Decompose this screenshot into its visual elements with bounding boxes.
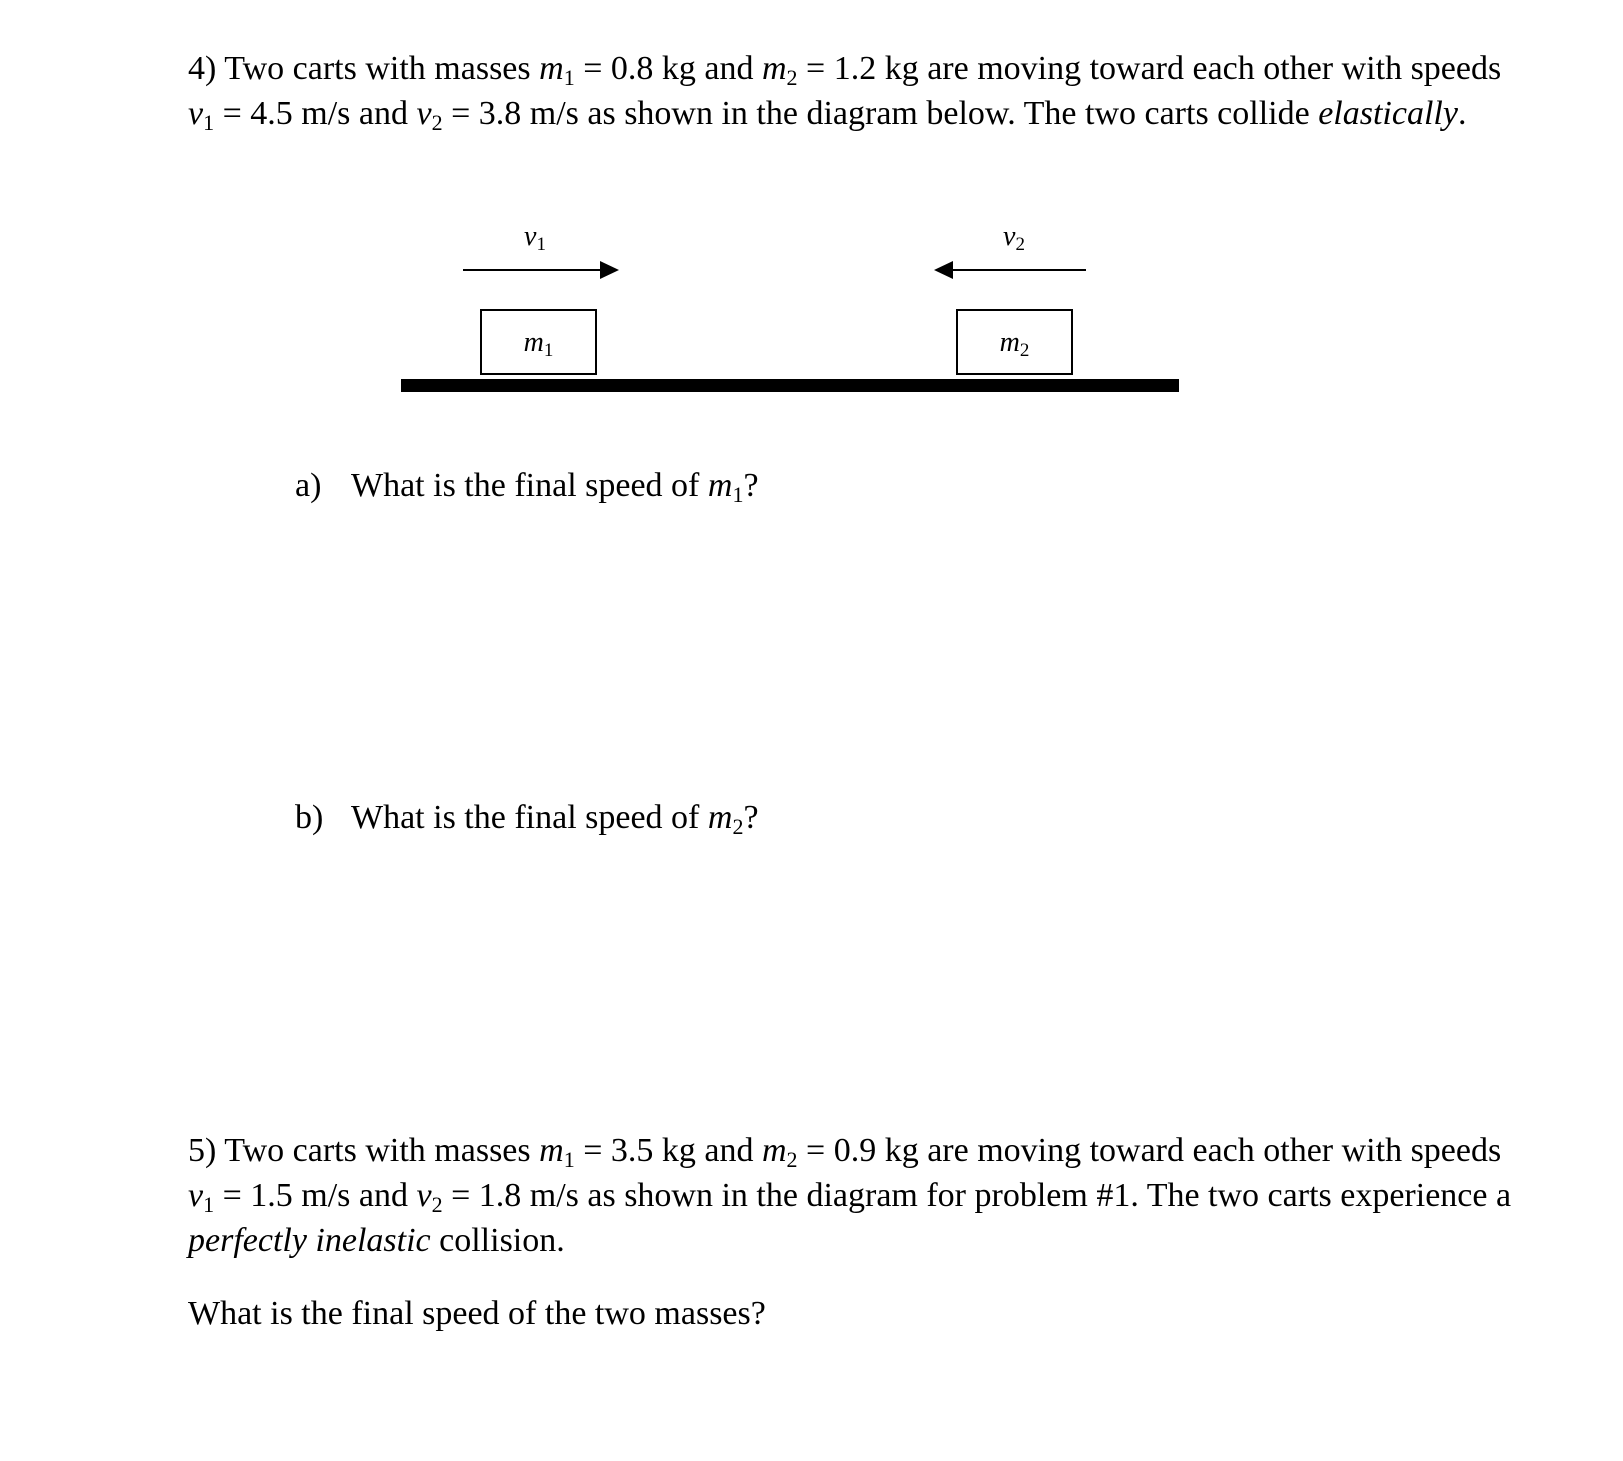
problem-4-number: 4) [188,50,217,87]
elastically-emphasis: elastically [1318,95,1458,132]
mass-1-symbol: m1 [539,50,575,90]
problem-5-statement: 5) Two carts with masses m1 = 3.5 kg and m2 = 0.9 kg are moving toward each other with speeds v1 = 1.5 m/s and v2 = 1.8 m/s as shown in the diagram for problem #1. The two carts experience a perfectly inelastic collision. [188,1132,1512,1259]
cart-m1-label: m1 [523,327,554,361]
mass-2-symbol: m2 [761,50,798,90]
arrow-left-icon [934,261,1086,279]
problem-5-number: 5) [188,1132,217,1169]
perfectly-inelastic-emphasis: perfectly inelastic [188,1222,431,1259]
problem-5-question: What is the final speed of the two masses? [188,1295,766,1332]
problem-4-statement: 4) Two carts with masses m1 = 0.8 kg and m2 = 1.2 kg are moving toward each other with speeds v1 = 4.5 m/s and v2 = 3.8 m/s as shown in the diagram below. The two carts collide elastically. [188,50,1502,135]
question-a-letter: a) [295,467,322,504]
cart-m2-label: m2 [999,327,1030,361]
velocity-1-label: v1 [524,221,546,255]
velocity-1-symbol: v1 [188,95,215,135]
velocity-2-symbol: v2 [416,95,443,135]
track-surface [401,379,1179,392]
cart-m2 [956,309,1073,375]
velocity-2-label: v2 [1003,221,1025,255]
arrow-right-icon [463,261,619,279]
question-a: a) What is the final speed of m1? [295,467,759,507]
cart-m1 [480,309,597,375]
question-b-letter: b) [295,799,324,836]
question-b: b) What is the final speed of m2? [295,799,759,839]
